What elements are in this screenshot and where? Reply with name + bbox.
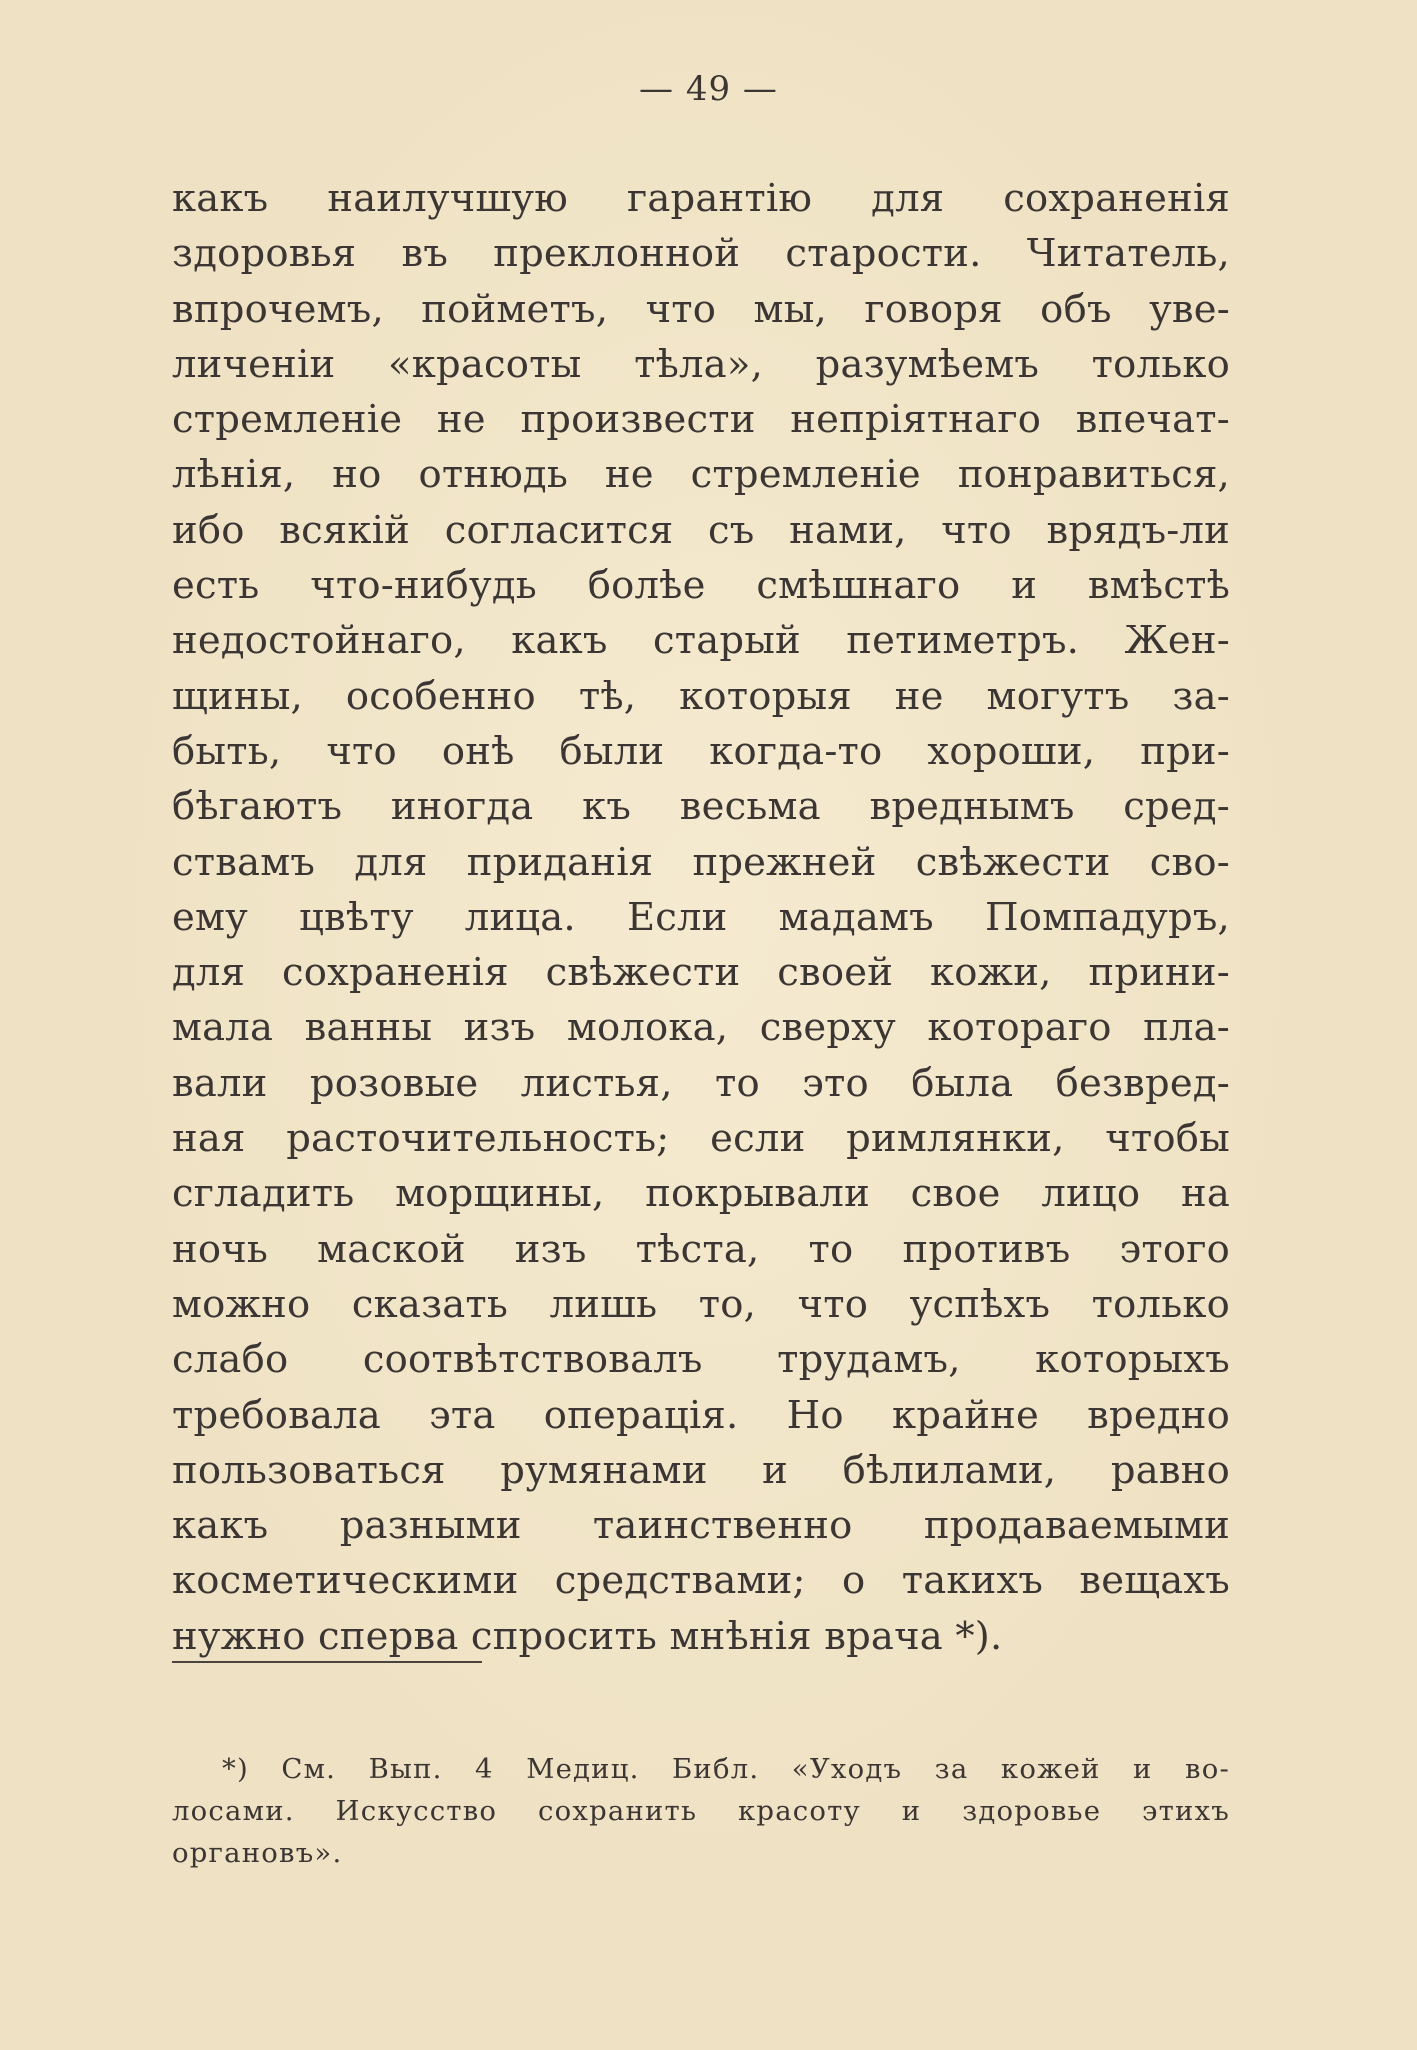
text-line: мала ванны изъ молока, сверху котораго пла- <box>172 1005 1230 1051</box>
footnote-line: *) См. Вып. 4 Медиц. Библ. «Уходъ за кожей и во- <box>222 1753 1230 1785</box>
footnote-line: органовъ». <box>172 1837 343 1869</box>
text-line: нужно сперва спросить мнѣнія врача *). <box>172 1613 1003 1659</box>
main-text <box>172 171 1230 1664</box>
text-line: какъ разными таинственно продаваемыми <box>172 1503 1230 1549</box>
text-line: личеніи «красоты тѣла», разумѣемъ только <box>172 341 1230 387</box>
text-line: пользоваться румянами и бѣлилами, равно <box>172 1447 1230 1493</box>
text-line: требовала эта операція. Но крайне вредно <box>172 1392 1230 1438</box>
text-line: слабо соотвѣтствовалъ трудамъ, которыхъ <box>172 1337 1230 1383</box>
text-line: быть, что онѣ были когда-то хороши, при- <box>172 728 1230 774</box>
footnote-line: лосами. Искусство сохранить красоту и здоровье этихъ <box>172 1795 1230 1827</box>
page-number: — 49 — <box>639 69 778 109</box>
text-line: косметическими средствами; о такихъ вещахъ <box>172 1558 1230 1604</box>
text-line: есть что-нибудь болѣе смѣшнаго и вмѣстѣ <box>172 563 1230 609</box>
text-line: для сохраненія свѣжести своей кожи, прини- <box>172 950 1230 996</box>
text-line: впрочемъ, пойметъ, что мы, говоря объ уве- <box>172 286 1230 332</box>
text-line: недостойнаго, какъ старый петиметръ. Жен- <box>172 618 1230 664</box>
text-line: ибо всякій согласится съ нами, что врядъ-ли <box>172 507 1230 553</box>
text-line: бѣгаютъ иногда къ весьма вреднымъ сред- <box>172 784 1230 830</box>
text-line: можно сказать лишь то, что успѣхъ только <box>172 1281 1230 1327</box>
text-line: лѣнія, но отнюдь не стремленіе понравиться, <box>172 452 1230 498</box>
text-line: какъ наилучшую гарантію для сохраненія <box>172 176 1230 221</box>
text-line: ему цвѣту лица. Если мадамъ Помпадуръ, <box>172 894 1230 940</box>
text-line: ствамъ для приданія прежней свѣжести сво- <box>172 839 1230 885</box>
text-line: ная расточительность; если римлянки, чтобы <box>172 1116 1230 1162</box>
text-line: вали розовые листья, то это была безвред- <box>172 1060 1230 1106</box>
footnote <box>172 1748 1230 1874</box>
text-line: ночь маской изъ тѣста, то противъ этого <box>172 1226 1230 1272</box>
footnote-divider <box>172 1661 482 1663</box>
text-line: стремленіе не произвести непріятнаго впечат- <box>172 397 1230 443</box>
text-line: здоровья въ преклонной старости. Читатель, <box>172 231 1230 277</box>
text-line: сгладить морщины, покрывали свое лицо на <box>172 1171 1230 1217</box>
text-line: щины, особенно тѣ, которыя не могутъ за- <box>172 673 1230 719</box>
